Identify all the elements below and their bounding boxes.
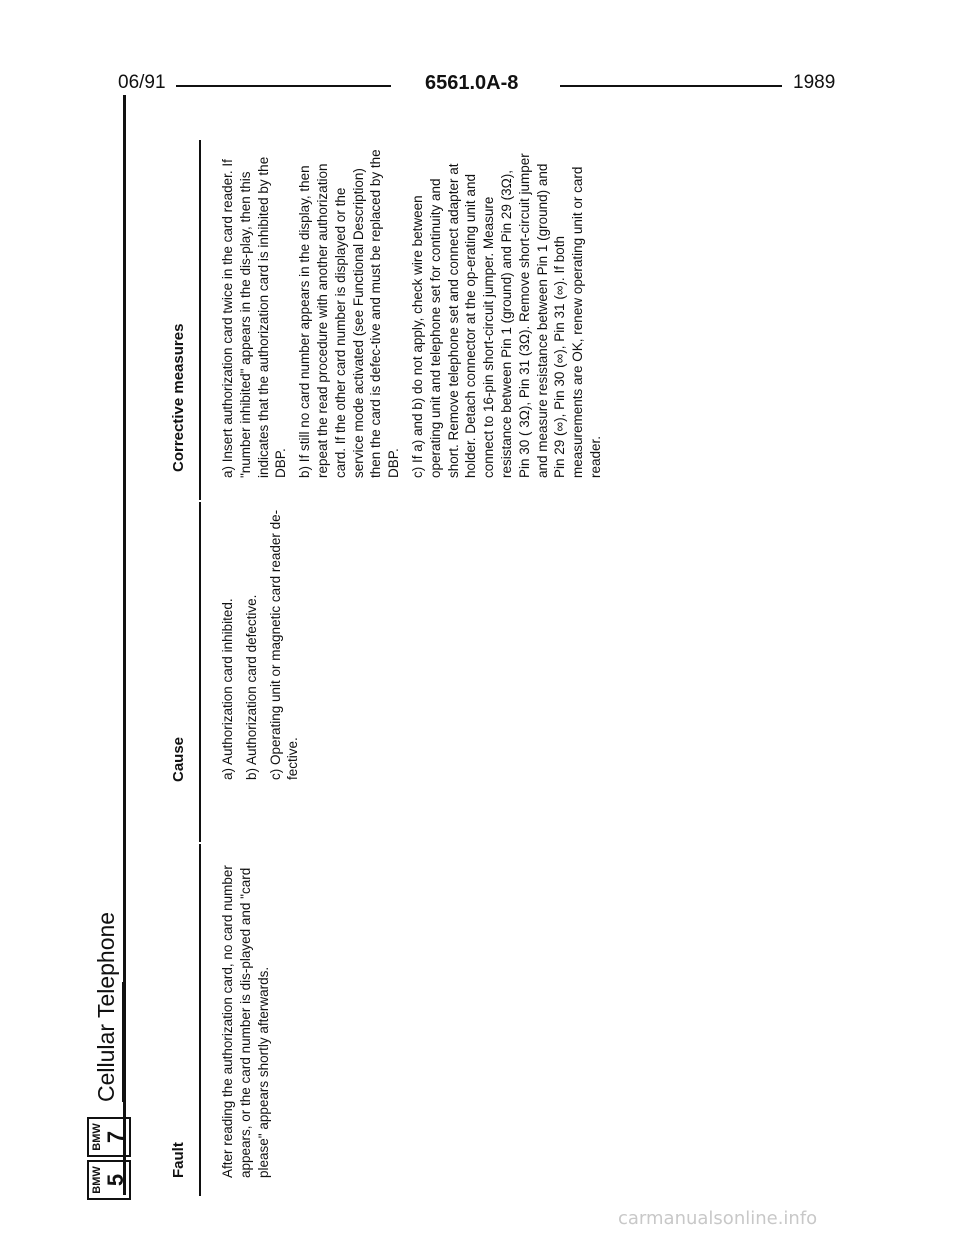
badge-left-number: 5 <box>103 1173 128 1187</box>
document-code: 6561.0A-8 <box>425 72 519 94</box>
measure-item: a) Insert authorization card twice in the card reader. If "number inhibited" appears in the dis-play, then this indicates that the authorization card is inhibited by the DBP. <box>220 156 289 478</box>
header-divider-measures <box>199 140 201 500</box>
section-title: Cellular Telephone <box>93 911 119 1102</box>
badge-series-right <box>87 1117 131 1157</box>
header-date: 06/91 <box>118 72 166 93</box>
badge-series-left <box>87 1160 131 1200</box>
title-underline <box>122 982 124 1102</box>
column-header-cause: Cause <box>170 736 187 782</box>
footer-watermark: carmanualsonline.info <box>618 1208 818 1229</box>
cause-item: b) Authorization card defective. <box>243 594 259 780</box>
cause-cell <box>219 480 308 780</box>
rotated-page-content <box>80 100 640 1200</box>
fault-text: After reading the authorization card, no card number appears, or the card number is dis-played and "card please" appears shortly afterwards. <box>220 865 271 1178</box>
cause-item: a) Authorization card inhibited. <box>220 598 235 780</box>
cause-item: c) Operating unit or magnetic card reader de-fective. <box>267 509 301 780</box>
header-rule-left <box>176 85 391 87</box>
header-year: 1989 <box>793 72 836 93</box>
measure-item: b) If still no card number appears in the display, then repeat the read procedure with another authorization card. If the other card number is displayed or the service mode activated (see Functional Description) then the card is defec-tive and must be replaced by the DBP. <box>297 149 402 478</box>
column-header-fault: Fault <box>170 1142 187 1178</box>
column-header-measures: Corrective measures <box>170 323 187 472</box>
fault-cell <box>219 848 278 1178</box>
header-divider-cause <box>199 502 201 842</box>
model-badge <box>87 1117 131 1200</box>
header-rule-right <box>560 85 782 87</box>
measure-item: c) If a) and b) do not apply, check wire between operating unit and telephone set for continuity and short. Remove telephone set and connect adapter at holder. Detach connector at the op-erating unit and connect to 16-pin short-circuit jumper. Measure resistance between Pin 1 (ground) and Pin 29 (3Ω), Pin 30 ( 3Ω), Pin 31 (3Ω). Remove short-circuit jumper and measure resistance between Pin 1 (ground) and Pin 29 (∞), Pin 30 (∞), Pin 31 (∞). If both measurements are OK, renew operating unit or card reader. <box>409 153 603 478</box>
badge-right-label: BMW <box>91 1123 103 1151</box>
measures-cell <box>219 148 611 478</box>
badge-left-label: BMW <box>91 1166 103 1194</box>
header-divider-fault <box>199 844 201 1196</box>
badge-right-number: 7 <box>103 1130 128 1144</box>
